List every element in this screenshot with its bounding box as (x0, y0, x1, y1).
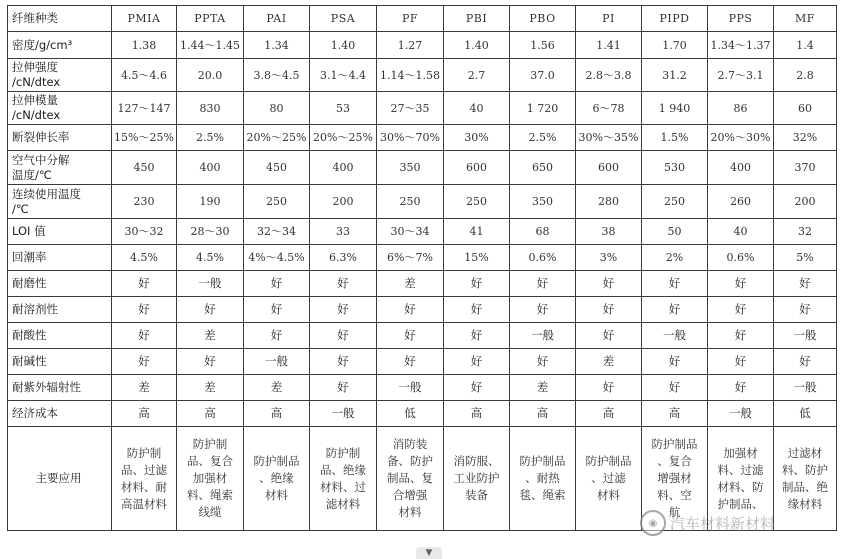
table-cell: 高 (177, 401, 244, 427)
table-cell: 30%～70% (377, 125, 444, 151)
application-line: 毯、绳索 (519, 488, 566, 502)
application-line: 材料、过 (320, 479, 366, 494)
table-cell: 4.5～4.6 (112, 59, 177, 92)
row-label-line: 空气中分解 (12, 152, 70, 167)
table-cell: 400 (177, 151, 244, 185)
row-label (8, 92, 112, 125)
table-row (8, 59, 837, 92)
table-cell: 260 (708, 185, 774, 219)
application-line: 工业防护 (453, 471, 500, 485)
application-line: 装备 (465, 488, 488, 502)
table-cell: 2.7 (444, 59, 510, 92)
table-cell: 1.34～1.37 (708, 32, 774, 59)
row-label: 耐溶剂性 (8, 297, 112, 323)
table-cell: 450 (244, 151, 310, 185)
table-cell: 1 940 (642, 92, 708, 125)
table-cell: 350 (377, 151, 444, 185)
chevron-down-icon[interactable]: ▼ (416, 547, 442, 559)
table-cell: 好 (774, 271, 837, 297)
table-cell: 差 (112, 375, 177, 401)
table-cell: 差 (510, 375, 576, 401)
column-header: PMIA (112, 6, 177, 32)
row-label: 耐磨性 (8, 271, 112, 297)
table-cell: 230 (112, 185, 177, 219)
row-label-line: 拉伸模量 (12, 93, 58, 107)
table-cell: 2.5% (510, 125, 576, 151)
table-cell: 好 (310, 349, 377, 375)
table-cell: 好 (177, 349, 244, 375)
application-line: 料、过滤 (717, 462, 764, 477)
table-row (8, 349, 837, 375)
row-label-line: /℃ (12, 201, 29, 216)
table-cell: 1.14～1.58 (377, 59, 444, 92)
table-row (8, 375, 837, 401)
column-header: PIPD (642, 6, 708, 32)
application-line: 高温材料 (121, 496, 167, 511)
application-line: 合增强 (392, 488, 428, 502)
table-cell: 6.3% (310, 245, 377, 271)
table-cell: 1.40 (310, 32, 377, 59)
table-cell: 一般 (510, 323, 576, 349)
table-cell: 28～30 (177, 219, 244, 245)
table-cell: 40 (444, 92, 510, 125)
application-line: 、耐热 (525, 471, 560, 485)
row-label: 密度/g/cm³ (8, 32, 112, 59)
table-cell: 250 (642, 185, 708, 219)
application-line: 材料、耐 (121, 479, 167, 494)
row-label-line: 拉伸强度 (12, 60, 58, 74)
fiber-comparison-table (7, 5, 837, 531)
table-cell: 好 (576, 323, 642, 349)
row-label: 耐紫外辐射性 (8, 375, 112, 401)
column-header: PPTA (177, 6, 244, 32)
application-line: 防护制 (192, 437, 228, 451)
application-line: 航 (668, 505, 681, 519)
table-cell: 好 (774, 349, 837, 375)
table-cell: 37.0 (510, 59, 576, 92)
table-cell: 31.2 (642, 59, 708, 92)
table-cell: 高 (112, 401, 177, 427)
application-line: 线缆 (198, 505, 222, 519)
table-cell: 1.44～1.45 (177, 32, 244, 59)
table-row (8, 125, 837, 151)
table-cell: 2.7～3.1 (708, 59, 774, 92)
column-header: PBO (510, 6, 576, 32)
table-cell: 好 (510, 271, 576, 297)
table-cell: 1 720 (510, 92, 576, 125)
table-cell: 30% (444, 125, 510, 151)
table-cell: 2.8 (774, 59, 837, 92)
column-header: PSA (310, 6, 377, 32)
table-cell: 15%～25% (112, 125, 177, 151)
table-cell: 600 (444, 151, 510, 185)
table-cell: 好 (642, 297, 708, 323)
application-cell (177, 427, 244, 531)
application-cell (310, 427, 377, 531)
table-cell: 32 (774, 219, 837, 245)
row-label (8, 59, 112, 92)
row-label: 回潮率 (8, 245, 112, 271)
table-cell: 一般 (708, 401, 774, 427)
table-cell: 好 (708, 297, 774, 323)
application-line: 加强材 (723, 445, 758, 460)
table-cell: 1.4 (774, 32, 837, 59)
table-cell: 80 (244, 92, 310, 125)
table-cell: 190 (177, 185, 244, 219)
table-cell: 30～34 (377, 219, 444, 245)
application-line: 防护制品 (585, 454, 632, 468)
table-cell: 1.38 (112, 32, 177, 59)
table-cell: 20%～30% (708, 125, 774, 151)
table-cell: 370 (774, 151, 837, 185)
fiber-comparison-table-wrapper (7, 5, 837, 531)
table-cell: 高 (444, 401, 510, 427)
table-cell: 好 (444, 271, 510, 297)
table-cell: 0.6% (510, 245, 576, 271)
table-cell: 好 (244, 271, 310, 297)
table-row (8, 32, 837, 59)
table-cell: 1.5% (642, 125, 708, 151)
table-cell: 好 (310, 375, 377, 401)
table-cell: 好 (244, 297, 310, 323)
table-header-row (8, 6, 837, 32)
column-header: PAI (244, 6, 310, 32)
application-line: 、过滤 (591, 471, 626, 485)
table-cell: 高 (244, 401, 310, 427)
table-cell: 好 (112, 297, 177, 323)
table-cell: 2% (642, 245, 708, 271)
table-cell: 830 (177, 92, 244, 125)
application-line: 过滤材 (787, 445, 823, 460)
table-row (8, 219, 837, 245)
table-cell: 32% (774, 125, 837, 151)
table-cell: 好 (444, 323, 510, 349)
application-line: 、复合 (657, 454, 692, 468)
table-cell: 60 (774, 92, 837, 125)
table-cell: 6%～7% (377, 245, 444, 271)
application-line: 、绝缘 (259, 471, 294, 485)
wechat-logo-icon: ◉ (640, 510, 666, 536)
application-cell (112, 427, 177, 531)
table-cell: 1.27 (377, 32, 444, 59)
table-cell: 好 (112, 271, 177, 297)
table-row (8, 401, 837, 427)
table-cell: 30～32 (112, 219, 177, 245)
table-cell: 2.8～3.8 (576, 59, 642, 92)
row-label: 主要应用 (8, 427, 112, 531)
table-cell: 280 (576, 185, 642, 219)
application-line: 料、空 (657, 488, 692, 502)
table-cell: 530 (642, 151, 708, 185)
row-label (8, 185, 112, 219)
application-line: 料、绳索 (187, 488, 233, 502)
table-cell: 差 (576, 349, 642, 375)
table-cell: 好 (774, 297, 837, 323)
row-label (8, 151, 112, 185)
table-cell: 好 (444, 349, 510, 375)
row-label-line: 温度/℃ (12, 167, 52, 182)
application-line: 品、复合 (187, 454, 233, 468)
table-cell: 一般 (310, 401, 377, 427)
column-header: MF (774, 6, 837, 32)
table-cell: 差 (177, 375, 244, 401)
table-cell: 好 (112, 349, 177, 375)
table-cell: 一般 (774, 323, 837, 349)
application-line: 制品、绝 (782, 479, 828, 494)
table-cell: 0.6% (708, 245, 774, 271)
table-cell: 4%～4.5% (244, 245, 310, 271)
table-cell: 好 (377, 323, 444, 349)
table-row (8, 245, 837, 271)
table-cell: 32～34 (244, 219, 310, 245)
table-cell: 1.41 (576, 32, 642, 59)
table-cell: 27～35 (377, 92, 444, 125)
application-cell (774, 427, 837, 531)
table-cell: 2.5% (177, 125, 244, 151)
table-row (8, 323, 837, 349)
application-line: 缘材料 (787, 496, 823, 511)
table-cell: 20%～25% (244, 125, 310, 151)
application-cell (377, 427, 444, 531)
table-cell: 1.70 (642, 32, 708, 59)
application-line: 品、过滤 (121, 462, 167, 477)
application-cell (510, 427, 576, 531)
table-cell: 33 (310, 219, 377, 245)
table-row (8, 151, 837, 185)
application-cell (576, 427, 642, 531)
table-cell: 86 (708, 92, 774, 125)
table-cell: 6～78 (576, 92, 642, 125)
row-label: 经济成本 (8, 401, 112, 427)
application-line: 防护制 (126, 445, 162, 460)
application-line: 备、防护 (387, 454, 433, 468)
table-cell: 3.1～4.4 (310, 59, 377, 92)
table-cell: 好 (310, 271, 377, 297)
table-cell: 好 (576, 271, 642, 297)
table-cell: 好 (377, 349, 444, 375)
table-cell: 一般 (177, 271, 244, 297)
table-cell: 好 (708, 349, 774, 375)
table-cell: 1.34 (244, 32, 310, 59)
table-cell: 127～147 (112, 92, 177, 125)
row-label: 耐酸性 (8, 323, 112, 349)
table-cell: 差 (177, 323, 244, 349)
watermark (640, 510, 775, 536)
application-line: 防护制品 (651, 437, 698, 451)
table-cell: 200 (310, 185, 377, 219)
table-cell: 好 (310, 297, 377, 323)
table-cell: 差 (244, 375, 310, 401)
row-label: 断裂伸长率 (8, 125, 112, 151)
table-cell: 50 (642, 219, 708, 245)
application-line: 材料 (398, 505, 422, 519)
table-cell: 好 (112, 323, 177, 349)
application-line: 加强材 (192, 471, 228, 485)
table-cell: 好 (642, 375, 708, 401)
table-row (8, 185, 837, 219)
table-body (8, 6, 837, 531)
table-cell: 450 (112, 151, 177, 185)
row-label-line: /cN/dtex (12, 108, 61, 122)
table-cell: 350 (510, 185, 576, 219)
application-cell (244, 427, 310, 531)
application-line: 料、防护 (782, 462, 828, 477)
column-header: PF (377, 6, 444, 32)
table-cell: 好 (177, 297, 244, 323)
table-row (8, 271, 837, 297)
table-cell: 4.5% (112, 245, 177, 271)
table-row (8, 297, 837, 323)
table-cell: 4.5% (177, 245, 244, 271)
table-cell: 5% (774, 245, 837, 271)
application-cell (444, 427, 510, 531)
table-cell: 650 (510, 151, 576, 185)
table-cell: 3% (576, 245, 642, 271)
table-cell: 好 (576, 297, 642, 323)
table-cell: 好 (310, 323, 377, 349)
table-cell: 250 (444, 185, 510, 219)
table-cell: 30%～35% (576, 125, 642, 151)
application-line: 消防装 (392, 437, 428, 451)
table-cell: 600 (576, 151, 642, 185)
row-label-line: 连续使用温度 (12, 186, 81, 201)
application-line: 防护制品 (253, 454, 300, 468)
table-cell: 低 (377, 401, 444, 427)
row-label: 耐碱性 (8, 349, 112, 375)
application-line: 制品、复 (387, 471, 433, 485)
table-cell: 好 (244, 323, 310, 349)
table-cell: 400 (708, 151, 774, 185)
application-line: 防护制品 (519, 454, 566, 468)
table-cell: 250 (244, 185, 310, 219)
table-cell: 好 (708, 375, 774, 401)
table-cell: 好 (708, 271, 774, 297)
application-line: 护制品、 (717, 496, 764, 511)
application-line: 消防服、 (453, 454, 500, 468)
application-line: 材料、防 (717, 479, 764, 494)
column-header: PBI (444, 6, 510, 32)
table-cell: 一般 (774, 375, 837, 401)
row-label-line: /cN/dtex (12, 75, 61, 89)
application-line: 品、绝缘 (320, 462, 366, 477)
table-cell: 好 (444, 297, 510, 323)
table-cell: 3.8～4.5 (244, 59, 310, 92)
table-cell: 53 (310, 92, 377, 125)
table-cell: 20%～25% (310, 125, 377, 151)
application-line: 材料 (597, 488, 620, 502)
table-cell: 好 (642, 349, 708, 375)
table-cell: 250 (377, 185, 444, 219)
table-cell: 41 (444, 219, 510, 245)
table-cell: 好 (708, 323, 774, 349)
column-header: PPS (708, 6, 774, 32)
table-cell: 一般 (642, 323, 708, 349)
application-line: 材料 (265, 488, 288, 502)
table-row (8, 92, 837, 125)
table-cell: 38 (576, 219, 642, 245)
table-cell: 200 (774, 185, 837, 219)
header-label-cell: 纤维种类 (8, 6, 112, 32)
table-cell: 一般 (244, 349, 310, 375)
table-cell: 一般 (377, 375, 444, 401)
table-cell: 1.56 (510, 32, 576, 59)
table-cell: 15% (444, 245, 510, 271)
table-cell: 低 (774, 401, 837, 427)
table-cell: 好 (377, 297, 444, 323)
column-header: PI (576, 6, 642, 32)
table-cell: 400 (310, 151, 377, 185)
table-cell: 好 (510, 349, 576, 375)
table-cell: 好 (510, 297, 576, 323)
row-label: LOI 值 (8, 219, 112, 245)
table-cell: 高 (510, 401, 576, 427)
table-cell: 20.0 (177, 59, 244, 92)
table-cell: 好 (444, 375, 510, 401)
table-cell: 68 (510, 219, 576, 245)
application-line: 防护制 (325, 445, 361, 460)
table-cell: 1.40 (444, 32, 510, 59)
table-cell: 高 (576, 401, 642, 427)
table-cell: 高 (642, 401, 708, 427)
application-line: 增强材 (657, 471, 692, 485)
application-line: 滤材料 (325, 496, 361, 511)
watermark-text: 汽车材料新材料 (670, 514, 776, 533)
table-cell: 40 (708, 219, 774, 245)
table-cell: 好 (576, 375, 642, 401)
table-cell: 差 (377, 271, 444, 297)
table-cell: 好 (642, 271, 708, 297)
